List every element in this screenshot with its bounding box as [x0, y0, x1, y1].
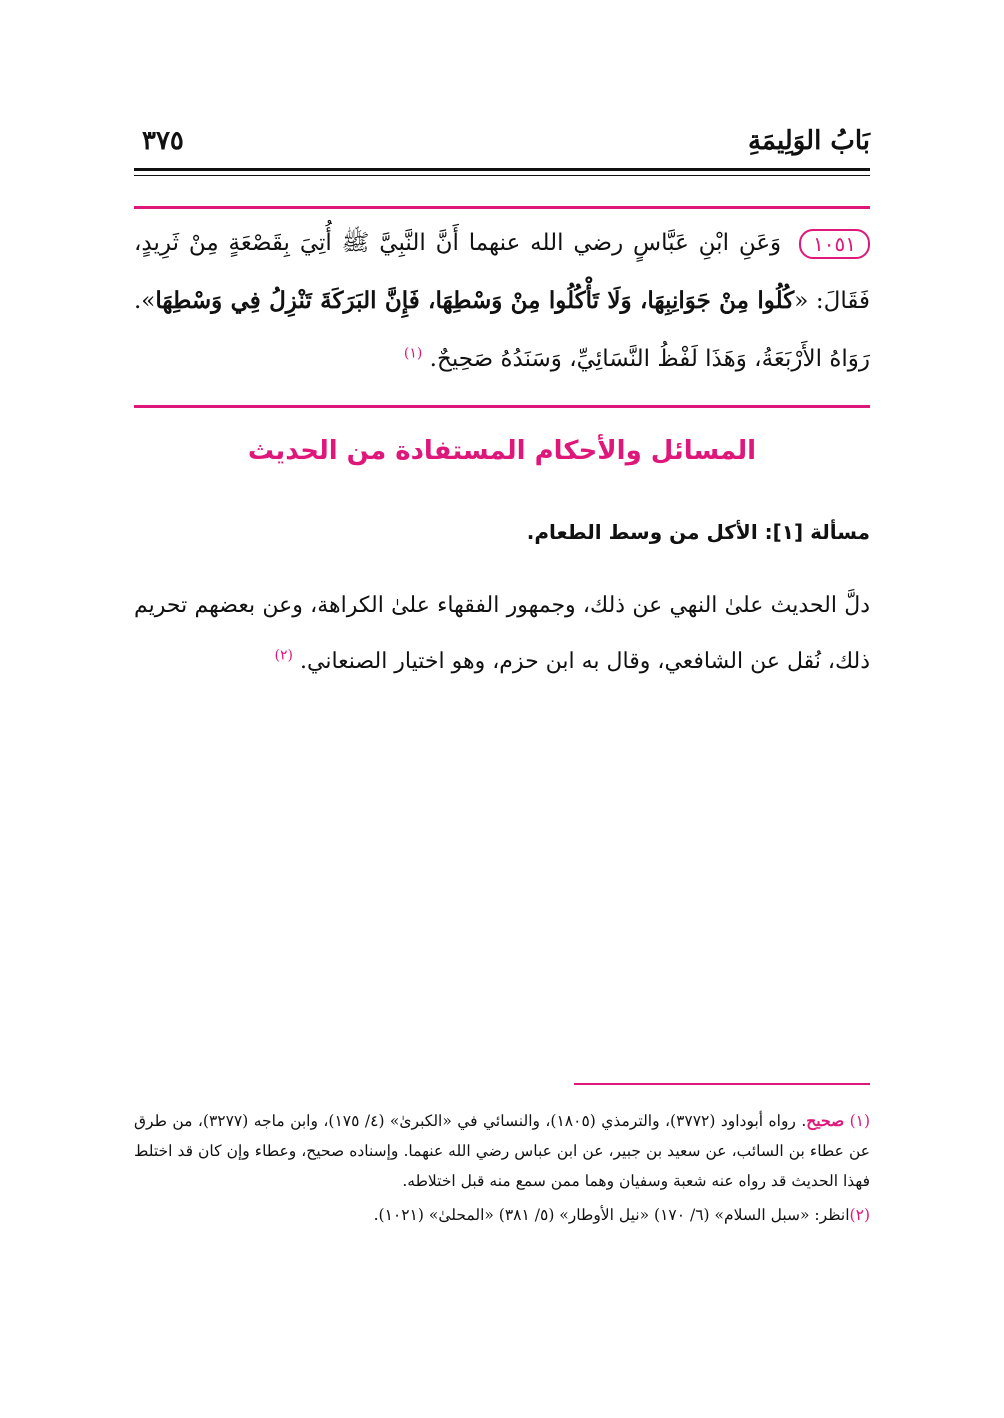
- footnote-ref-2[interactable]: (٢): [274, 647, 294, 664]
- chapter-title: بَابُ الوَلِيمَةِ: [747, 126, 870, 156]
- footnote-separator: [574, 1083, 870, 1085]
- footnote-2-mark: (٢): [849, 1206, 870, 1224]
- footnote-1-mark: (١): [849, 1112, 871, 1130]
- body-text: دلَّ الحديث علىٰ النهي عن ذلك، وجمهور الفقهاء علىٰ الكراهة، وعن بعضهم تحريم ذلك، نُقل عن الشافعي، وقال به ابن حزم، وهو اختيار الصنعاني.: [134, 593, 870, 674]
- hadith-block: [134, 214, 870, 388]
- issue-heading: [134, 520, 870, 544]
- footnote-ref-1[interactable]: (١): [403, 345, 423, 362]
- header-rule-thin: [134, 175, 870, 176]
- footnote-1-text: . رواه أبوداود (٣٧٧٢)، والترمذي (١٨٠٥)، والنسائي في «الكبرىٰ» (٤/ ١٧٥)، وابن ماجه (٣٢٧٧)، من طرق عن عطاء بن السائب، عن سعيد بن جبير، عن ابن عباس رضي الله عنهما. وإسناده صحيح، وعطاء وإن كان قد اختلط فهذا الحديث قد رواه عنه شعبة وسفيان وهما ممن سمع منه قبل اختلاطه.: [134, 1112, 870, 1190]
- page-number: ٣٧٥: [142, 126, 184, 156]
- issue-title: الأكل من وسط الطعام.: [526, 520, 758, 544]
- issue-label: مسألة [١]:: [764, 520, 870, 544]
- hadith-text-grading: ». رَوَاهُ الأَرْبَعَةُ، وَهَذَا لَفْظُ النَّسَائِيِّ، وَسَنَدُهُ صَحِيحٌ.: [134, 288, 870, 372]
- hadith-text-prophetic-words: كُلُوا مِنْ جَوَانِبِهَا، وَلَا تَأْكُلُوا مِنْ وَسْطِهَا، فَإِنَّ البَرَكَةَ تَنْزِلُ فِي وَسْطِهَا: [155, 287, 795, 314]
- hadith-text-intro: وَعَنِ ابْنِ عَبَّاسٍ رضي الله عنهما أَنَّ النَّبِيَّ ﷺ أُتِيَ بِقَصْعَةٍ مِنْ ثَرِيدٍ، فَقَالَ: «: [134, 230, 870, 314]
- header-rule-thick: [134, 168, 870, 171]
- footnote-2-text: انظر: «سبل السلام» (٦/ ١٧٠) «نيل الأوطار» (٥/ ٣٨١) «المحلىٰ» (١٠٢١).: [373, 1206, 850, 1224]
- footnote-2: [134, 1200, 870, 1230]
- page-header: [134, 118, 870, 166]
- footnote-1-label: صحيح: [806, 1111, 845, 1130]
- footnote-1: [134, 1106, 870, 1196]
- hadith-bottom-rule: [134, 405, 870, 408]
- hadith-top-rule: [134, 206, 870, 209]
- hadith-text: [134, 230, 870, 372]
- footnotes: [134, 1106, 870, 1234]
- body-paragraph: [134, 578, 870, 690]
- section-heading: المسائل والأحكام المستفادة من الحديث: [247, 436, 757, 466]
- hadith-number-badge: ١٠٥١: [799, 229, 870, 259]
